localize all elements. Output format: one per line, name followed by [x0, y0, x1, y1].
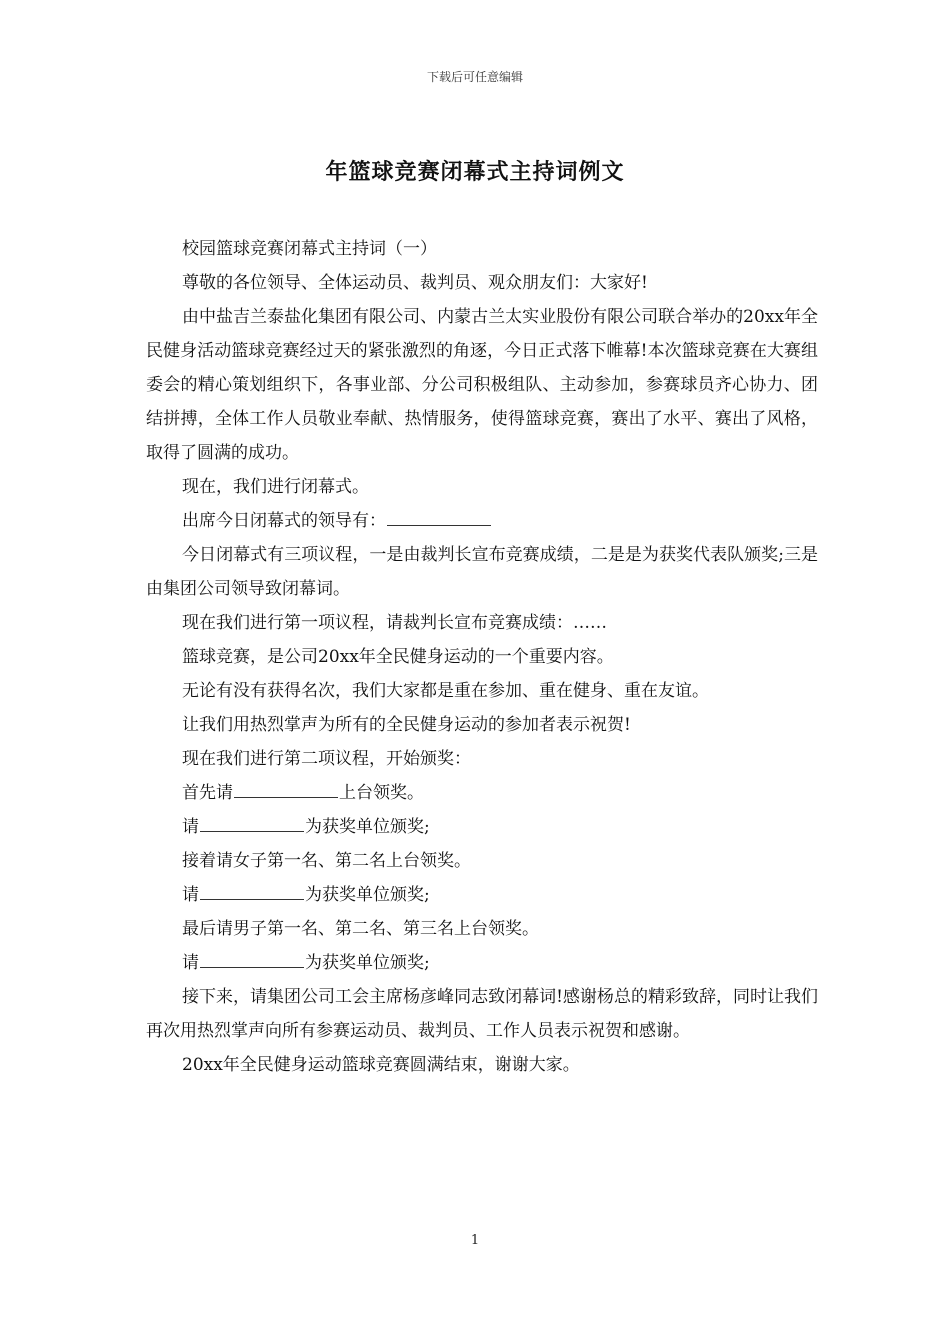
paragraph-women-award: 接着请女子第一名、第二名上台领奖。 [182, 851, 471, 871]
paragraph-leaders [146, 504, 818, 538]
text-segment: 请 [182, 953, 199, 973]
paragraph-applause: 让我们用热烈掌声为所有的全民健身运动的参加者表示祝贺! [182, 715, 631, 735]
text-segment: 首先请 [182, 783, 233, 803]
blank-line [200, 882, 304, 900]
text-segment: 上台领奖。 [339, 783, 424, 803]
paragraph-ending: 20xx年全民健身运动篮球竞赛圆满结束，谢谢大家。 [182, 1055, 580, 1075]
text-segment: 请 [182, 885, 199, 905]
paragraph-presenter-2 [146, 878, 818, 912]
paragraph-closing-start: 现在，我们进行闭幕式。 [182, 477, 369, 497]
paragraph-intro: 由中盐吉兰泰盐化集团有限公司、内蒙古兰太实业股份有限公司联合举办的20xx年全民健身活动篮球竞赛经过天的紧张激烈的角逐，今日正式落下帷幕!本次篮球竞赛在大赛组委会的精心策划组织下，各事业部、分公司积极组队、主动参加，参赛球员齐心协力、团结拼搏，全体工作人员敬业奉献、热情服务，使得篮球竞赛，赛出了水平、赛出了风格，取得了圆满的成功。 [146, 307, 818, 463]
paragraph-agenda: 今日闭幕式有三项议程，一是由裁判长宣布竞赛成绩，二是是为获奖代表队颁奖;三是由集团公司领导致闭幕词。 [146, 545, 818, 599]
blank-line [387, 508, 491, 526]
blank-line [200, 950, 304, 968]
paragraph-section-heading: 校园篮球竞赛闭幕式主持词（一） [182, 239, 437, 259]
paragraph-closing-speech: 接下来，请集团公司工会主席杨彦峰同志致闭幕词!感谢杨总的精彩致辞，同时让我们再次用热烈掌声向所有参赛运动员、裁判员、工作人员表示祝贺和感谢。 [146, 987, 818, 1041]
header-note: 下载后可任意编辑 [426, 70, 523, 84]
paragraph-agenda-one: 现在我们进行第一项议程，请裁判长宣布竞赛成绩：…… [182, 613, 607, 633]
leaders-label: 出席今日闭幕式的领导有： [182, 511, 386, 531]
text-segment: 为获奖单位颁奖; [305, 817, 430, 837]
blank-line [200, 814, 304, 832]
page-number: 1 [470, 1233, 480, 1248]
blank-line [234, 780, 338, 798]
text-segment: 为获奖单位颁奖; [305, 953, 430, 973]
document-title: 年篮球竞赛闭幕式主持词例文 [325, 160, 625, 185]
paragraph-presenter-1 [146, 810, 818, 844]
paragraph-agenda-two: 现在我们进行第二项议程，开始颁奖： [182, 749, 471, 769]
paragraph-importance: 篮球竞赛，是公司20xx年全民健身运动的一个重要内容。 [182, 647, 614, 667]
paragraph-first-award [146, 776, 818, 810]
paragraph-participation: 无论有没有获得名次，我们大家都是重在参加、重在健身、重在友谊。 [182, 681, 709, 701]
paragraph-greeting: 尊敬的各位领导、全体运动员、裁判员、观众朋友们：大家好! [182, 273, 648, 293]
document-body [146, 232, 818, 1082]
text-segment: 请 [182, 817, 199, 837]
paragraph-men-award: 最后请男子第一名、第二名、第三名上台领奖。 [182, 919, 539, 939]
text-segment: 为获奖单位颁奖; [305, 885, 430, 905]
paragraph-presenter-3 [146, 946, 818, 980]
